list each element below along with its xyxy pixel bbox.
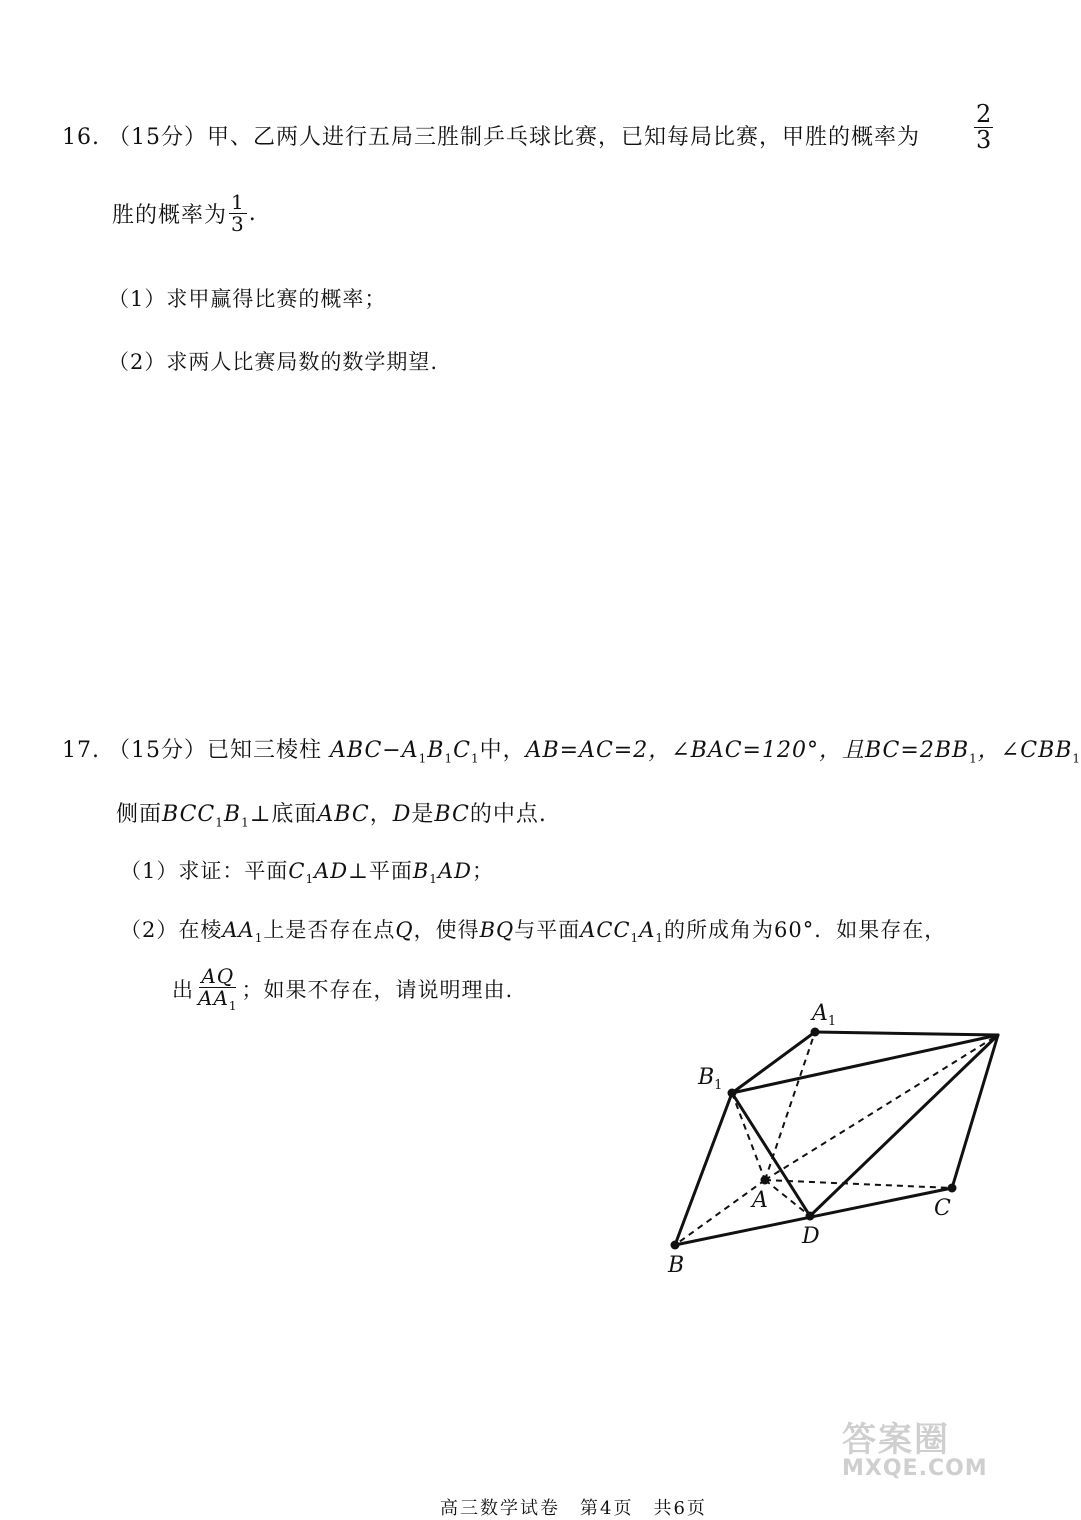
q17-line2: 侧面$BCC_1B_1\perp$底面ABC，D是BC的中点. [116,802,547,830]
q17-line1: 17. （15分）已知三棱柱 $ABC-A_1B_1C_1$中，AB=AC=2，∠BAC=120°，且$BC=2BB_1$，$\angle CBB_1$ [62,738,1081,766]
q16-fraction-2-3 [972,102,995,153]
q17-prism: $ABC-A_1B_1C_1$ [330,738,480,766]
q17-edge-aa1: $AA_1$ [222,918,264,946]
q17-seg-bc: BC [434,802,470,827]
edge-a1-c1 [815,1032,998,1035]
q17-subquestion-1: （1）求证：平面$C_1AD\perp$平面$B_1AD$； [120,859,494,887]
q16-line1 [62,120,920,151]
q17-seg-bq: BQ [479,918,515,942]
q16-stem-end: . [248,201,257,226]
fraction-denominator: 3 [231,212,245,236]
edge-b-b1 [675,1093,732,1245]
dashed-a-c1 [765,1035,998,1180]
q16-subquestion-1: （1）求甲赢得比赛的概率； [108,287,387,311]
q16-number: 16. [62,125,100,150]
watermark-logo: 答案圈 [842,1420,950,1460]
q17-face: $BCC_1B_1$ [162,802,250,830]
fraction-denominator: $AA_1$ [198,986,238,1013]
q17-line1-a: 已知三棱柱 [207,738,323,763]
q17-cond2: ，∠CBB [977,738,1073,763]
fraction-numerator: 1 [231,190,245,214]
q17-line1-b: 中， [479,738,526,763]
q17-plane-c1ad: $C_1AD$ [288,859,349,887]
page-footer: 高三数学试卷 第4页 共6页 [440,1498,707,1519]
watermark-url: MXQE.COM [842,1456,988,1481]
q17-number: 17. [62,738,100,763]
q16-stem-part1: 甲、乙两人进行五局三胜制乒乓球比赛，已知每局比赛，甲胜的概率为 [207,125,921,150]
q17-subquestion-2: （2）在棱$AA_1$上是否存在点Q，使得BQ与平面$ACC_1A_1$的所成角为60°．如果存在， [120,918,947,946]
point-a1 [811,1028,820,1037]
q17-base: ABC [317,802,370,827]
fraction-numerator: AQ [201,964,235,988]
prism-figure [660,1000,1000,1290]
q17-points: （15分） [108,738,207,763]
point-a [761,1176,770,1185]
dashed-a-a1 [765,1032,815,1180]
q17-ratio-fraction [196,966,240,1013]
q17-point-d: D [392,802,412,827]
point-b [671,1241,680,1250]
label-a: A [752,1188,768,1213]
q17-line2-b: ⊥底面 [249,802,318,827]
q17-plane-acc1a1: $ACC_1A_1$ [580,918,664,946]
point-c [948,1184,957,1193]
q17-cond1: AB=AC=2，∠BAC=120°，且BC=2BB [525,738,970,763]
edge-b1-d [732,1093,810,1216]
q17-subquestion-2-line2: 出 $\frac{AQ}{AA_1}$ ；如果不存在，请说明理由. [172,964,514,1013]
point-d [806,1212,815,1221]
label-a1: $A_1$ [812,1001,837,1029]
q17-line2-a: 侧面 [116,802,163,827]
q16-subquestion-2: （2）求两人比赛局数的数学期望. [108,350,439,374]
label-c: C [934,1196,951,1221]
fraction-denominator: 3 [976,126,992,155]
q16-line2 [112,192,257,235]
q16-fraction-1-3 [229,192,247,235]
label-b1: $B_1$ [698,1065,723,1093]
dashed-a-d [765,1180,810,1216]
label-d: D [802,1224,820,1249]
q17-point-q: Q [395,918,414,942]
q17-plane-b1ad: $B_1AD$ [412,859,472,887]
fraction-numerator: 2 [976,100,992,128]
q16-stem-part2: 胜的概率为 [112,203,228,228]
label-b: B [668,1253,685,1278]
q16-points: （15分） [108,125,207,150]
point-b1 [728,1089,737,1098]
